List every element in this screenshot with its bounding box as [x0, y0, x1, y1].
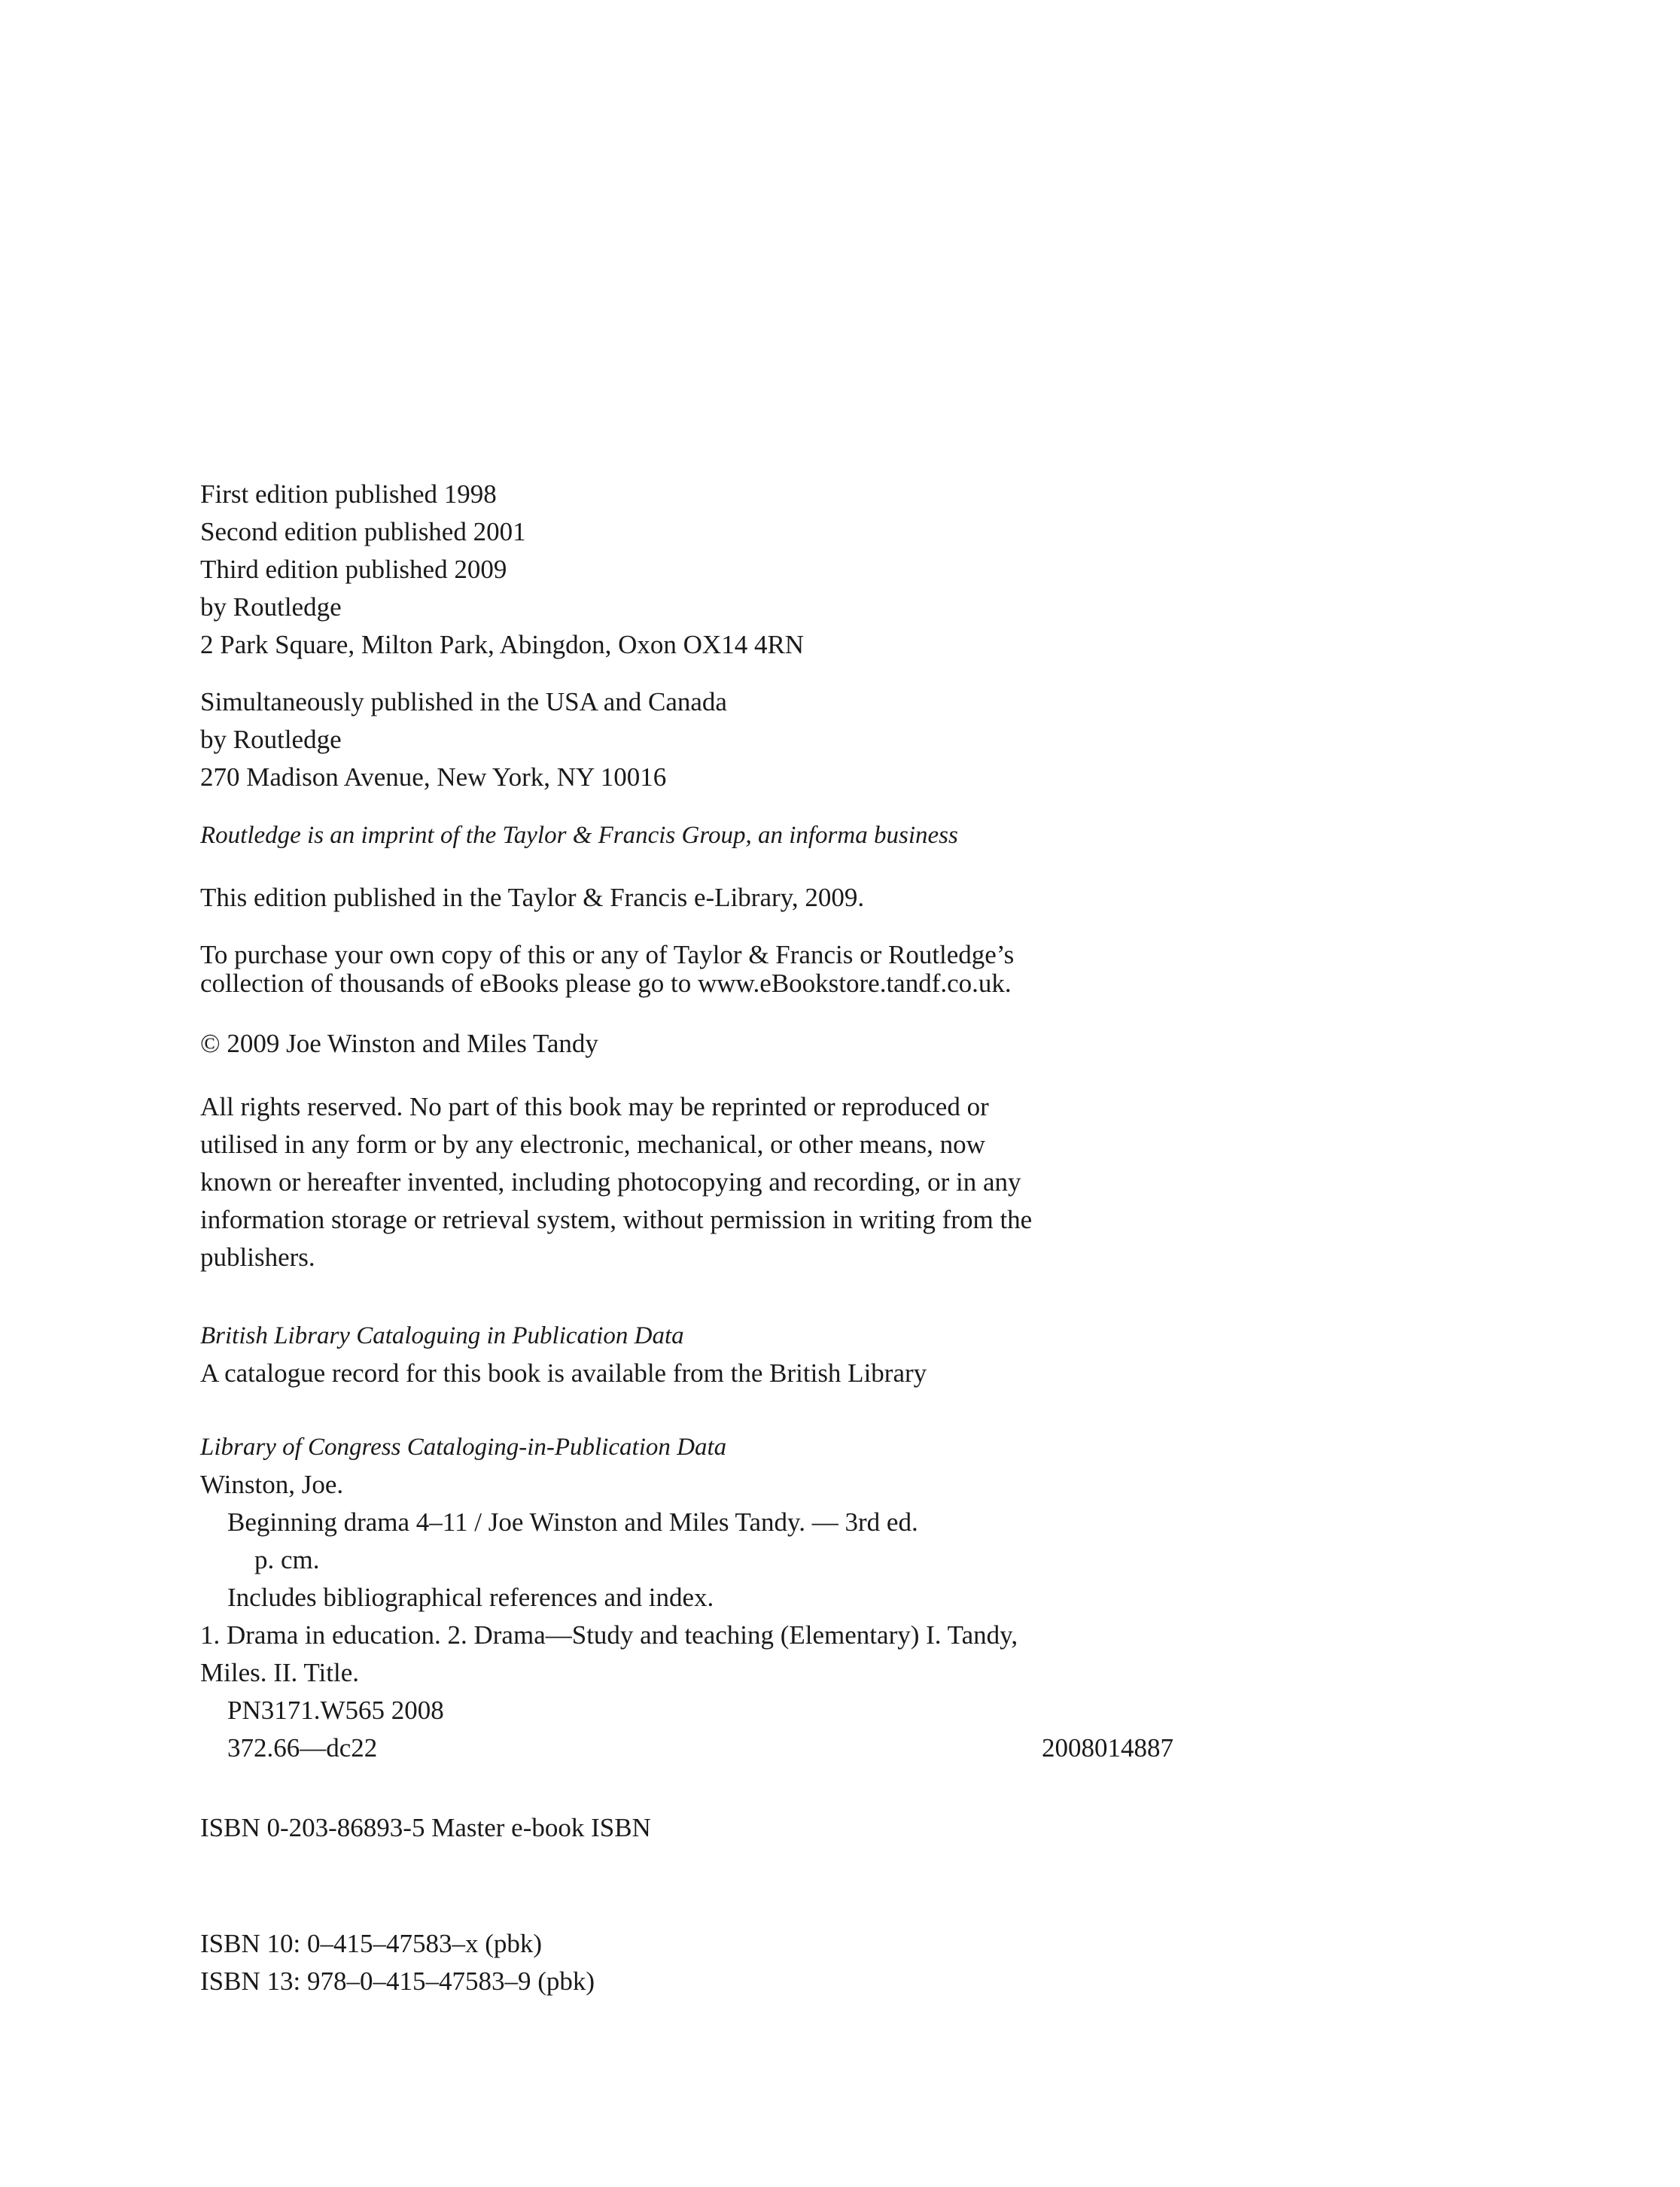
- loc-title: Beginning drama 4–11 / Joe Winston and Miles Tandy. — 3rd ed.: [227, 1507, 918, 1537]
- library-of-congress-data: [200, 1428, 1179, 1767]
- usa-line: 270 Madison Avenue, New York, NY 10016: [200, 762, 667, 792]
- loc-lccn: 2008014887: [1042, 1733, 1173, 1763]
- master-isbn: [200, 1809, 1179, 1847]
- rights-line: All rights reserved. No part of this book may be reprinted or reproduced or: [200, 1092, 989, 1121]
- history-line: Second edition published 2001: [200, 517, 526, 546]
- rights-line: publishers.: [200, 1243, 315, 1272]
- loc-call-number: PN3171.W565 2008: [227, 1696, 444, 1725]
- usa-publication: [200, 683, 1179, 796]
- rights-line: information storage or retrieval system, without permission in writing from the: [200, 1205, 1033, 1234]
- copyright-notice: [200, 1025, 1179, 1063]
- usa-line: by Routledge: [200, 725, 342, 754]
- loc-heading: Library of Congress Cataloging-in-Publication Data: [200, 1434, 727, 1461]
- publication-history: [200, 476, 1179, 664]
- british-library-data: [200, 1317, 1179, 1392]
- history-line: First edition published 1998: [200, 479, 497, 509]
- isbn-line: ISBN 13: 978–0–415–47583–9 (pbk): [200, 1966, 595, 1996]
- loc-dewey: 372.66—dc22: [227, 1733, 378, 1763]
- rights-statement: [200, 1088, 1179, 1276]
- purchase-line: To purchase your own copy of this or any of Taylor & Francis or Routledge’s: [200, 940, 1015, 969]
- purchase-line: collection of thousands of eBooks please go to www.eBookstore.tandf.co.uk.: [200, 969, 1012, 998]
- copyright-line: © 2009 Joe Winston and Miles Tandy: [200, 1029, 598, 1058]
- loc-author: Winston, Joe.: [200, 1470, 344, 1499]
- elibrary-line: This edition published in the Taylor & Francis e-Library, 2009.: [200, 883, 865, 912]
- rights-line: known or hereafter invented, including photocopying and recording, or in any: [200, 1167, 1021, 1197]
- british-library-heading: British Library Cataloguing in Publication Data: [200, 1322, 684, 1349]
- imprint-line: Routledge is an imprint of the Taylor & Francis Group, an informa business: [200, 822, 958, 849]
- elibrary-note: [200, 879, 1179, 917]
- loc-includes: Includes bibliographical references and index.: [227, 1583, 714, 1612]
- loc-classification-row: [200, 1729, 1179, 1767]
- imprint-note: [200, 817, 1179, 854]
- usa-line: Simultaneously published in the USA and Canada: [200, 687, 727, 716]
- british-library-text: A catalogue record for this book is available from the British Library: [200, 1358, 927, 1388]
- history-line: 2 Park Square, Milton Park, Abingdon, Oxon OX14 4RN: [200, 630, 805, 659]
- history-line: Third edition published 2009: [200, 555, 507, 584]
- loc-subjects: Miles. II. Title.: [200, 1658, 360, 1687]
- loc-pages: p. cm.: [254, 1545, 320, 1574]
- history-line: by Routledge: [200, 592, 342, 622]
- isbn-list: [200, 1925, 1179, 2000]
- purchase-note: [200, 941, 1179, 998]
- loc-subjects: 1. Drama in education. 2. Drama—Study and teaching (Elementary) I. Tandy,: [200, 1620, 1018, 1650]
- isbn-line: ISBN 10: 0–415–47583–x (pbk): [200, 1929, 543, 1958]
- master-isbn-line: ISBN 0-203-86893-5 Master e-book ISBN: [200, 1813, 651, 1842]
- rights-line: utilised in any form or by any electronic, mechanical, or other means, now: [200, 1130, 985, 1159]
